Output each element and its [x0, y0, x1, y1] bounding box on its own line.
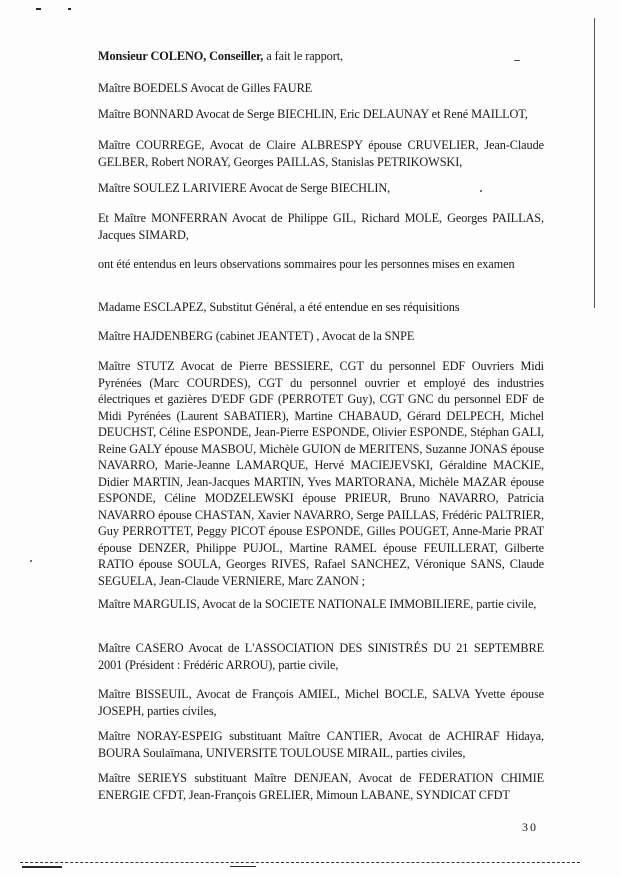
scan-edge-right [594, 18, 595, 308]
paragraph-esclapez: Madame ESCLAPEZ, Substitut Général, a été entendue en ses réquisitions [98, 300, 460, 314]
paragraph-soulez: Maître SOULEZ LARIVIERE Avocat de Serge BIECHLIN, [98, 181, 391, 195]
paragraph-boedels: Maître BOEDELS Avocat de Gilles FAURE [98, 81, 313, 95]
paragraph-bisseuil: Maître BISSEUIL, Avocat de François AMIEL, Michel BOCLE, SALVA Yvette épouse JOSEPH, parties civiles, [98, 687, 544, 718]
paragraph-bonnard: Maître BONNARD Avocat de Serge BIECHLIN, Eric DELAUNAY et René MAILLOT, [98, 107, 528, 121]
scan-edge-bottom [20, 862, 580, 864]
rapporteur-name: Monsieur COLENO, Conseiller, [98, 49, 264, 63]
scan-mark-bottom-left [22, 866, 62, 868]
paragraph-rapporteur [98, 48, 544, 65]
paragraph-stutz: Maître STUTZ Avocat de Pierre BESSIERE, CGT du personnel EDF Ouvriers Midi Pyrénées (Marc COURDES), CGT du personnel ouvrier et employé des industries électriques et gazières D'EDF GDF (PERROTET Guy), CGT GNC du personnel EDF de Midi Pyrénées (Laurent SABATIER), Martine CHABAUD, Gérard DELPECH, Michel DEUCHST, Céline ESPONDE, Jean-Pierre ESPONDE, Olivier ESPONDE, Stéphan GALI, Reine GALY épouse MASBOU, Michèle GUION de MERITENS, Suzanne JONAS épouse NAVARRO, Marie-Jeanne LAMARQUE, Hervé MACIEJEVSKI, Géraldine MACKIE, Didier MARTIN, Jean-Jacques MARTIN, Yves MARTORANA, Michèle MAZAR épouse ESPONDE, Céline MODZELEWSKI épouse PRIEUR, Bruno NAVARRO, Patricia NAVARRO épouse CHASTAN, Xavier NAVARRO, Serge PAILLAS, Frédéric PALTRIER, Guy PERROTTET, Peggy PICOT épouse ESPONDE, Gilles POUGET, Anne-Marie PRAT épouse DENZER, Philippe PUJOL, Martine RAMEL épouse FEUILLERAT, Gilberte RATIO épouse SOULA, Georges RIVES, Rafael SANCHEZ, Véronique SANS, Claude SEGUELA, Jean-Claude VERNIERE, Marc ZANON ; [98, 359, 544, 588]
paragraph-noray-espeig: Maître NORAY-ESPEIG substituant Maître CANTIER, Avocat de ACHIRAF Hidaya, BOURA Soulaïmana, UNIVERSITE TOULOUSE MIRAIL, parties civiles, [98, 729, 544, 760]
paragraph-casero: Maître CASERO Avocat de L'ASSOCIATION DES SINISTRÉS DU 21 SEPTEMBRE 2001 (Président : Frédéric ARROU), partie civile, [98, 641, 544, 672]
scan-mark-top [68, 8, 71, 10]
scan-speck [30, 560, 32, 562]
page-number: 30 [522, 820, 538, 834]
scan-mark-top-left [36, 8, 41, 10]
paragraph-courrege: Maître COURREGE, Avocat de Claire ALBRESPY épouse CRUVELIER, Jean-Claude GELBER, Robert NORAY, Georges PAILLAS, Stanislas PETRIKOWSKI, [98, 138, 544, 169]
paragraph-monferran: Et Maître MONFERRAN Avocat de Philippe GIL, Richard MOLE, Georges PAILLAS, Jacques SIMARD, [98, 211, 544, 242]
paragraph-margulis: Maître MARGULIS, Avocat de la SOCIETE NATIONALE IMMOBILIERE, partie civile, [98, 597, 537, 611]
rapporteur-text: a fait le rapport, [263, 49, 343, 63]
scan-mark-bottom-mid [230, 866, 256, 867]
paragraph-hajdenberg: Maître HAJDENBERG (cabinet JEANTET) , Avocat de la SNPE [98, 329, 415, 343]
paragraph-serieys: Maître SERIEYS substituant Maître DENJEAN, Avocat de FEDERATION CHIMIE ENERGIE CFDT, Jean-François GRELIER, Mimoun LABANE, SYNDICAT CFDT [98, 771, 544, 802]
paragraph-entendus: ont été entendus en leurs observations sommaires pour les personnes mises en examen [98, 257, 515, 271]
